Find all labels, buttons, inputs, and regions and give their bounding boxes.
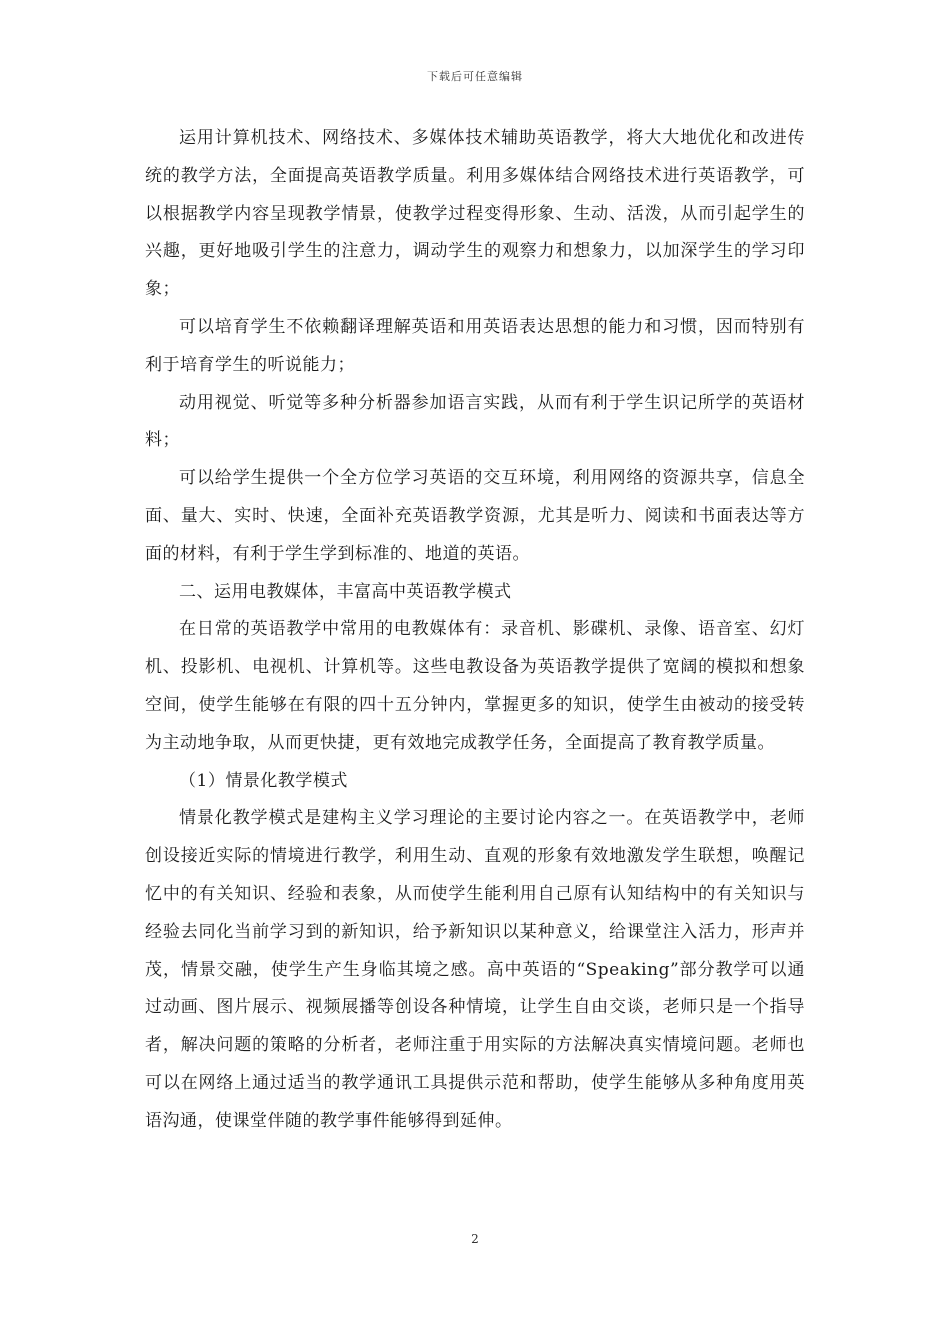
paragraph-listening-speaking: 可以培育学生不依赖翻译理解英语和用英语表达思想的能力和习惯，因而特别有利于培育学生的听说能力； — [145, 316, 805, 375]
paragraph-multimedia-benefits: 运用计算机技术、网络技术、多媒体技术辅助英语教学，将大大地优化和改进传统的教学方法，全面提高英语教学质量。利用多媒体结合网络技术进行英语教学，可以根据教学内容呈现教学情景，使教学过程变得形象、生动、活泼，从而引起学生的兴趣，更好地吸引学生的注意力，调动学生的观察力和想象力，以加深学生的学习印象； — [145, 128, 805, 300]
paragraph-sensory-practice: 动用视觉、听觉等多种分析器参加语言实践，从而有利于学生识记所学的英语材料； — [145, 392, 805, 451]
page-header-note: 下载后可任意编辑 — [427, 70, 523, 83]
paragraph-situational-teaching: 情景化教学模式是建构主义学习理论的主要讨论内容之一。在英语教学中，老师创设接近实际的情境进行教学，利用生动、直观的形象有效地激发学生联想，唤醒记忆中的有关知识、经验和表象，从而使学生能利用自己原有认知结构中的有关知识与经验去同化当前学习到的新知识，给予新知识以某种意义，给课堂注入活力，形声并茂，情景交融，使学生产生身临其境之感。高中英语的“Speaking”部分教学可以通过动画、图片展示、视频展播等创设各种情境，让学生自由交谈，老师只是一个指导者，解决问题的策略的分析者，老师注重于用实际的方法解决真实情境问题。老师也可以在网络上通过适当的教学通讯工具提供示范和帮助，使学生能够从多种角度用英语沟通，使课堂伴随的教学事件能够得到延伸。 — [145, 808, 805, 1131]
document-body — [145, 120, 805, 1141]
paragraph-av-media: 在日常的英语教学中常用的电教媒体有：录音机、影碟机、录像、语音室、幻灯机、投影机、电视机、计算机等。这些电教设备为英语教学提供了宽阔的模拟和想象空间，使学生能够在有限的四十五分钟内，掌握更多的知识，使学生由被动的接受转为主动地争取，从而更快捷，更有效地完成教学任务，全面提高了教育教学质量。 — [145, 619, 805, 753]
section-heading-teaching-modes: 二、运用电教媒体，丰富高中英语教学模式 — [179, 581, 512, 602]
subsection-heading-situational: （1）情景化教学模式 — [179, 770, 348, 791]
page-number: 2 — [471, 1232, 479, 1246]
paragraph-interactive-environment: 可以给学生提供一个全方位学习英语的交互环境，利用网络的资源共享，信息全面、量大、实时、快速，全面补充英语教学资源，尤其是听力、阅读和书面表达等方面的材料，有利于学生学到标准的、地道的英语。 — [145, 468, 805, 564]
